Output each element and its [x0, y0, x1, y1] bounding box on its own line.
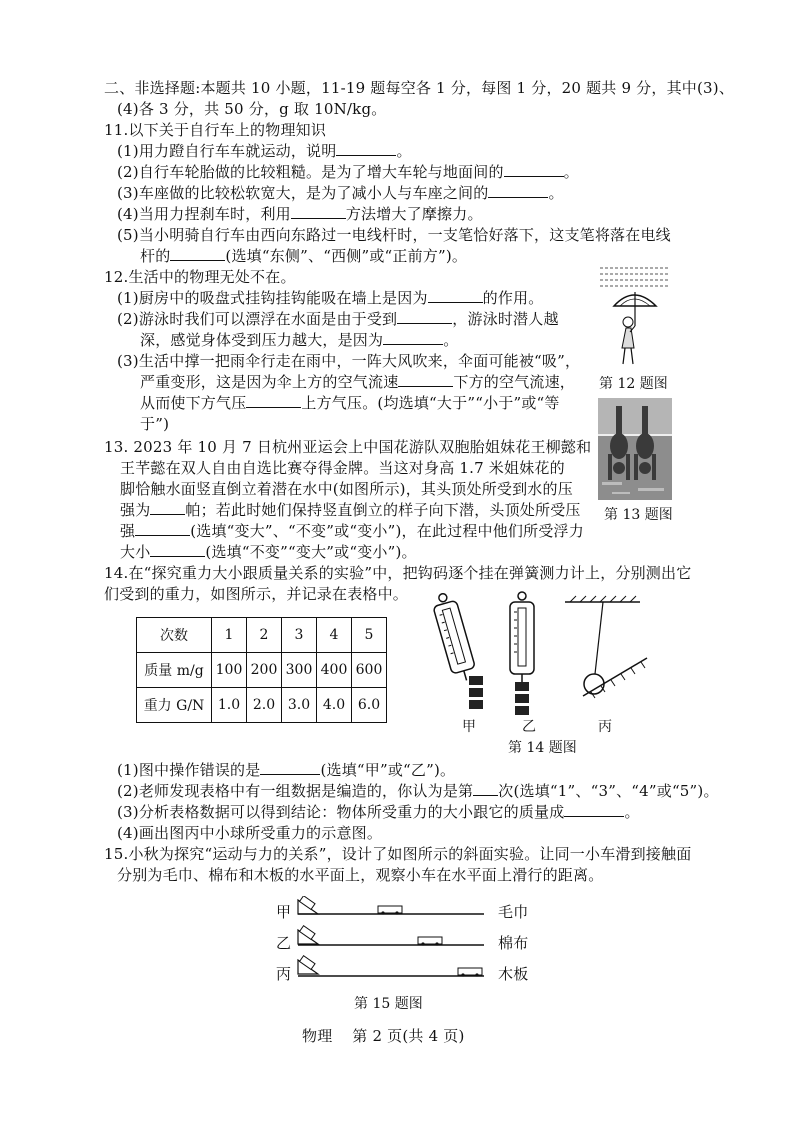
- q11-item-2: (2)自行车轮胎做的比较粗糙。是为了增大车轮与地面间的 。: [117, 163, 579, 181]
- fig15-surface-cotton: 棉布: [498, 934, 529, 952]
- q12-item-3a: (3)生活中撑一把雨伞行走在雨中，一阵大风吹来，伞面可能被“吸”，: [117, 352, 581, 370]
- q14-item-4: (4)画出图丙中小球所受重力的示意图。: [117, 824, 383, 842]
- table-cell: 重力 G/N: [137, 688, 212, 723]
- table-cell: 600: [352, 653, 387, 688]
- table-cell: 200: [247, 653, 282, 688]
- table-header-cell: 次数: [137, 618, 212, 653]
- q11-item-3: (3)车座做的比较松软宽大，是为了减小人与车座之间的 。: [117, 184, 564, 202]
- table-cell: 100: [212, 653, 247, 688]
- q12-stem: 12.生活中的物理无处不在。: [104, 268, 296, 286]
- q12-item-2b: 深，感觉身体受到压力越大，是因为 。: [140, 331, 459, 349]
- scale-jia: [430, 591, 478, 684]
- section-header-line2: (4)各 3 分，共 50 分，g 取 10N/kg。: [117, 100, 387, 118]
- table-header-row: [137, 618, 387, 653]
- fig12-caption: 第 12 题图: [599, 376, 668, 392]
- q12-item-3d: 于”): [140, 415, 170, 433]
- incline-experiment-figure: [294, 896, 490, 986]
- q12-item-3c: 从而使下方气压 上方气压。(均选填“大于”“小于”或“等: [140, 394, 560, 412]
- weights-yi: [515, 682, 529, 715]
- q13-line1: 13. 2023 年 10 月 7 日杭州亚运会上中国花游队双胞胎姐妹花王柳懿和: [104, 438, 592, 456]
- q12-item-1: (1)厨房中的吸盘式挂钩挂钩能吸在墙上是因为 的作用。: [117, 289, 544, 307]
- fig15-row-label-yi: 乙: [276, 934, 292, 952]
- table-header-cell: 5: [352, 618, 387, 653]
- swimmers-photo: [598, 398, 672, 500]
- page-footer: 物理 第 2 页(共 4 页): [302, 1027, 465, 1045]
- table-cell: 6.0: [352, 688, 387, 723]
- table-header-cell: 2: [247, 618, 282, 653]
- fig14-caption: 第 14 题图: [508, 740, 577, 756]
- table-cell: 质量 m/g: [137, 653, 212, 688]
- fig15-surface-towel: 毛巾: [498, 903, 529, 921]
- q14-line2: 们受到的重力，如图所示，并记录在表格中。: [104, 585, 409, 603]
- q15-line2: 分别为毛巾、棉布和木板的水平面上，观察小车在水平面上滑行的距离。: [117, 866, 604, 884]
- scale-yi: [510, 592, 534, 682]
- q14-line1: 14.在“探究重力大小跟质量关系的实验”中，把钩码逐个挂在弹簧测力计上，分别测出它: [104, 564, 692, 582]
- weights-jia: [469, 676, 483, 709]
- q14-item-1: (1)图中操作错误的是 (选填“甲”或“乙”)。: [117, 761, 456, 779]
- fig15-caption: 第 15 题图: [354, 996, 423, 1012]
- q11-item-4: (4)当用力捏刹车时，利用 方法增大了摩擦力。: [117, 205, 483, 223]
- q11-item-5a: (5)当小明骑自行车由西向东路过一电线杆时，一支笔恰好落下，这支笔将落在电线: [117, 226, 671, 244]
- spring-scale-figure: [425, 590, 675, 735]
- q12-item-2: (2)游泳时我们可以漂浮在水面是由于受到 ，游泳时潜人越: [117, 310, 559, 328]
- fig14-label-bing: 丙: [598, 719, 612, 735]
- q11-stem: 11.以下关于自行车上的物理知识: [104, 121, 327, 139]
- data-table: [136, 617, 387, 723]
- pendulum-bing: [565, 596, 647, 698]
- table-cell: 4.0: [317, 688, 352, 723]
- q13-line6: 大小 (选填“不变”“变大”或“变小”)。: [120, 543, 417, 561]
- table-header-cell: 3: [282, 618, 317, 653]
- table-cell: 1.0: [212, 688, 247, 723]
- table-cell: 400: [317, 653, 352, 688]
- q13-line2: 王芊懿在双人自由自选比赛夺得金牌。当这对身高 1.7 米姐妹花的: [120, 459, 565, 477]
- table-cell: 300: [282, 653, 317, 688]
- q13-line4: 强为 帕；若此时她们保持竖直倒立的样子向下潜，头顶处所受压: [120, 501, 581, 519]
- q13-line3: 脚恰触水面竖直倒立着潜在水中(如图所示)，其头顶处所受到水的压: [120, 480, 573, 498]
- q12-item-3b: 严重变形，这是因为伞上方的空气流速 下方的空气流速，: [140, 373, 576, 391]
- table-row: [137, 653, 387, 688]
- section-header-line1: 二、非选择题:本题共 10 小题，11-19 题每空各 1 分，每图 1 分，20 题共 9 分，其中(3)、: [104, 79, 735, 97]
- fig15-surface-wood: 木板: [498, 965, 529, 983]
- fig14-label-yi: 乙: [522, 719, 536, 735]
- umbrella-figure: [598, 262, 670, 370]
- q14-item-2: (2)老师发现表格中有一组数据是编造的，你认为是第 次(选填“1”、“3”、“4”或“5”)。: [117, 782, 719, 800]
- fig14-label-jia: 甲: [462, 719, 476, 735]
- q14-item-3: (3)分析表格数据可以得到结论：物体所受重力的大小跟它的质量成 。: [117, 803, 640, 821]
- fig15-row-label-bing: 丙: [276, 965, 292, 983]
- table-cell: 2.0: [247, 688, 282, 723]
- q13-line5: 强 (选填“变大”、“不变”或“变小”)，在此过程中他们所受浮力: [120, 522, 584, 540]
- q11-item-5b: 杆的 (选填“东侧”、“西侧”或“正前方”)。: [140, 247, 468, 265]
- q11-item-1: (1)用力蹬自行车车就运动，说明 。: [117, 142, 412, 160]
- table-cell: 3.0: [282, 688, 317, 723]
- fig15-row-label-jia: 甲: [276, 903, 292, 921]
- table-header-cell: 4: [317, 618, 352, 653]
- table-row: [137, 688, 387, 723]
- fig13-caption: 第 13 题图: [604, 507, 673, 523]
- q15-line1: 15.小秋为探究“运动与力的关系”，设计了如图所示的斜面实验。让同一小车滑到接触面: [104, 845, 692, 863]
- table-header-cell: 1: [212, 618, 247, 653]
